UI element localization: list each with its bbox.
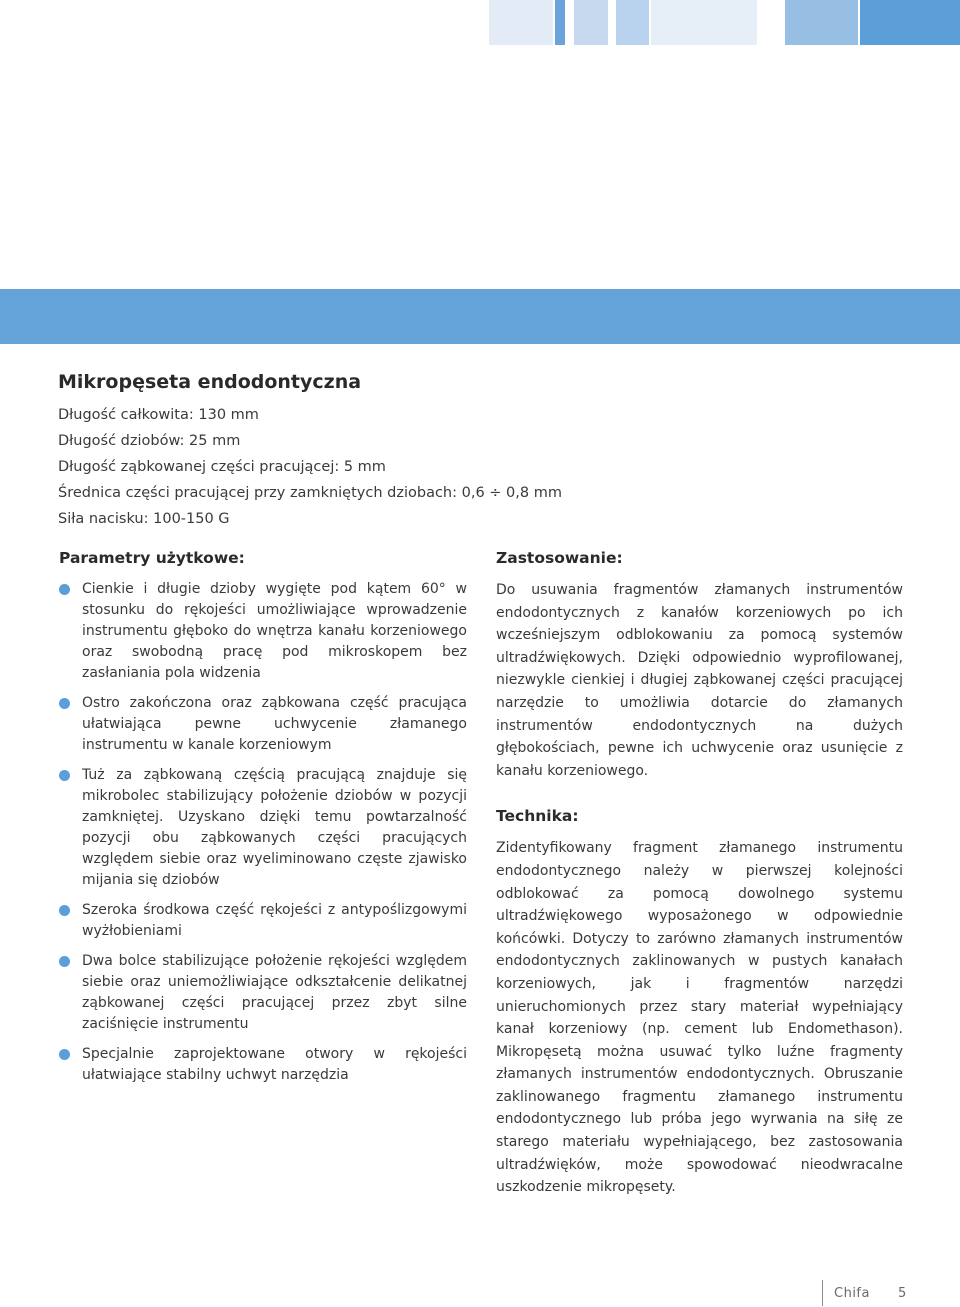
list-item [59, 1044, 467, 1086]
page-footer [822, 1280, 906, 1306]
footer-divider [822, 1280, 823, 1306]
bullet-icon [59, 956, 70, 967]
stripe [616, 0, 649, 45]
footer-brand: Chifa [834, 1285, 870, 1301]
stripe [860, 0, 960, 45]
list-item-text: Szeroka środkowa część rękojeści z antypoślizgowymi wyżłobieniami [82, 902, 467, 939]
bullet-icon [59, 584, 70, 595]
product-specs [58, 368, 658, 532]
product-title: Mikropęseta endodontyczna [58, 371, 362, 393]
technique-text: Zidentyfikowany fragment złamanego instrumentu endodontycznego należy w pierwszej kolejności odblokować za pomocą dowolnego systemu ultradźwiękowego wyposażonego w odpowiednie końcówki. Dotyczy to zarówno złamanych instrumentów endodontycznych zaklinowanych w pustych kanałach korzeniowych, jak i fragmentów narzędzi unieruchomionych przez stary materiał wypełniający kanał korzeniowy (np. cement lub Endomethason). Mikropęsetą można usuwać tylko luźne fragmenty złamanych instrumentów endodontycznych. Obruszanie zaklinowanego fragmentu złamanego instrumentu endodontycznego lub próba jego wyrwania na siłę ze starego materiału wypełniającego, bez zastosowania ultradźwięków, może spowodować nieodwracalne uszkodzenie mikropęsety. [496, 840, 903, 1196]
stripe [489, 0, 553, 45]
list-item-text: Ostro zakończona oraz ząbkowana część pracująca ułatwiająca pewne uchwycenie złamanego instrumentu w kanale korzeniowym [82, 695, 467, 753]
list-item [59, 951, 467, 1035]
spec-total-length: Długość całkowita: 130 mm [58, 407, 259, 423]
list-item [59, 900, 467, 942]
application-text: Do usuwania fragmentów złamanych instrumentów endodontycznych z kanałów korzeniowych po ich wcześniejszym odblokowaniu za pomocą systemów ultradźwiękowych. Dzięki odpowiednio wyprofilowanej, niezwykle cienkiej i długiej ząbkowanej części pracującej narzędzie to umożliwia dotarcie do złamanych instrumentów endodontycznych na dużych głębokościach, pewne ich uchwycenie oraz usunięcie z kanału korzeniowego. [496, 582, 903, 779]
stripe [555, 0, 565, 45]
application-heading: Zastosowanie: [496, 549, 623, 567]
spec-diameter: Średnica części pracującej przy zamkniętych dziobach: 0,6 ÷ 0,8 mm [58, 485, 562, 501]
bullet-icon [59, 1049, 70, 1060]
stripe [785, 0, 858, 45]
list-item [59, 579, 467, 684]
parameters-heading: Parametry użytkowe: [59, 549, 245, 567]
decorative-top-stripes [0, 0, 960, 45]
list-item [59, 765, 467, 891]
list-item-text: Cienkie i długie dzioby wygięte pod kątem 60° w stosunku do rękojeści umożliwiające wprowadzenie instrumentu głęboko do wnętrza kanału korzeniowego oraz swobodną pracę pod mikroskopem bez zasłaniania pola widzenia [82, 581, 467, 681]
list-item [59, 693, 467, 756]
bullet-icon [59, 698, 70, 709]
bullet-icon [59, 905, 70, 916]
bullet-icon [59, 770, 70, 781]
spec-beak-length: Długość dziobów: 25 mm [58, 433, 241, 449]
page-number: 5 [897, 1285, 907, 1301]
list-item-text: Specjalnie zaprojektowane otwory w rękojeści ułatwiające stabilny uchwyt narzędzia [82, 1046, 467, 1083]
list-item-text: Dwa bolce stabilizujące położenie rękojeści względem siebie oraz uniemożliwiające odkształcenie delikatnej ząbkowanej części pracującej przez zbyt silne zaciśnięcie instrumentu [82, 953, 467, 1032]
stripe [574, 0, 608, 45]
application-technique-section [496, 547, 903, 1199]
technique-heading: Technika: [496, 807, 579, 826]
spec-pressure-force: Siła nacisku: 100-150 G [58, 511, 230, 527]
stripe [651, 0, 757, 45]
header-band [0, 289, 960, 344]
parameters-section [59, 547, 467, 1095]
spec-serrated-length: Długość ząbkowanej części pracującej: 5 mm [58, 459, 386, 475]
parameters-list [59, 579, 467, 1086]
list-item-text: Tuż za ząbkowaną częścią pracującą znajduje się mikrobolec stabilizujący położenie dziobów w pozycji zamkniętej. Uzyskano dzięki temu powtarzalność pozycji obu ząbkowanych części pracujących względem siebie oraz wyeliminowano częste zjawisko mijania się dziobów [82, 767, 467, 888]
